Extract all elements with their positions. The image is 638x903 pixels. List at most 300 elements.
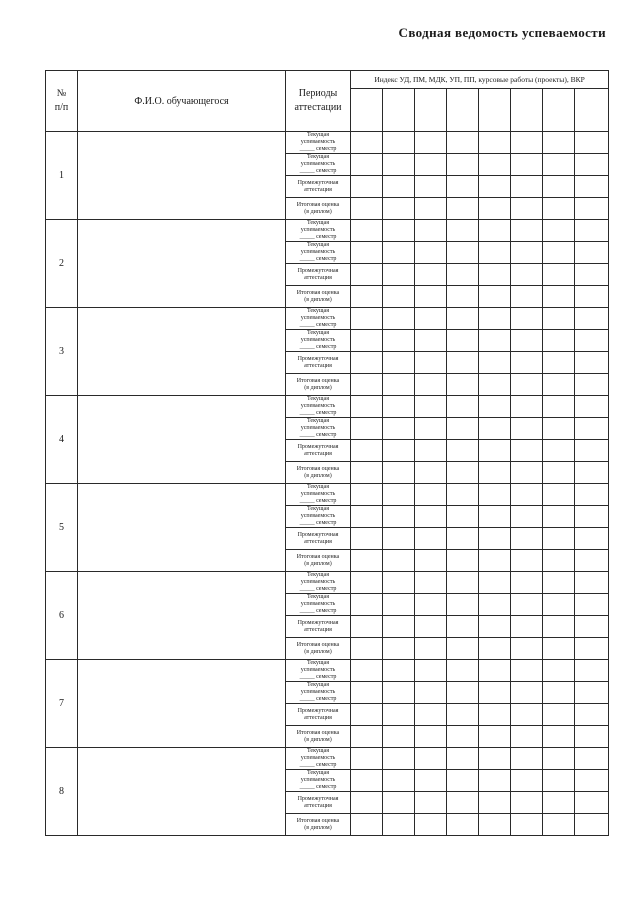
grade-cell[interactable] xyxy=(447,308,479,330)
grade-cell[interactable] xyxy=(415,594,447,616)
grade-cell[interactable] xyxy=(575,176,609,198)
grade-cell[interactable] xyxy=(511,572,543,594)
grade-cell[interactable] xyxy=(479,704,511,726)
grade-cell[interactable] xyxy=(351,154,383,176)
grade-cell[interactable] xyxy=(575,462,609,484)
grade-cell[interactable] xyxy=(543,660,575,682)
grade-cell[interactable] xyxy=(543,352,575,374)
grade-cell[interactable] xyxy=(383,748,415,770)
grade-cell[interactable] xyxy=(511,176,543,198)
grade-cell[interactable] xyxy=(543,506,575,528)
grade-cell[interactable] xyxy=(447,792,479,814)
grade-cell[interactable] xyxy=(479,638,511,660)
grade-cell[interactable] xyxy=(383,770,415,792)
grade-cell[interactable] xyxy=(415,770,447,792)
grade-cell[interactable] xyxy=(447,572,479,594)
grade-cell[interactable] xyxy=(575,660,609,682)
grade-cell[interactable] xyxy=(447,330,479,352)
grade-cell[interactable] xyxy=(415,638,447,660)
grade-cell[interactable] xyxy=(351,792,383,814)
attestation-period-label: Итоговая оценка (в диплом) xyxy=(286,462,351,484)
grade-cell[interactable] xyxy=(511,308,543,330)
grade-cell[interactable] xyxy=(511,198,543,220)
grade-cell[interactable] xyxy=(543,594,575,616)
grade-cell[interactable] xyxy=(543,330,575,352)
grade-cell[interactable] xyxy=(383,594,415,616)
grade-cell[interactable] xyxy=(575,374,609,396)
grade-cell[interactable] xyxy=(351,418,383,440)
attestation-period-label: Итоговая оценка (в диплом) xyxy=(286,374,351,396)
attestation-period-label: Итоговая оценка (в диплом) xyxy=(286,814,351,836)
grade-cell[interactable] xyxy=(479,616,511,638)
attestation-period-label: Текущая успеваемость _____ семестр xyxy=(286,154,351,176)
attestation-period-label: Промежуточная аттестация xyxy=(286,704,351,726)
grade-cell[interactable] xyxy=(543,572,575,594)
grade-cell[interactable] xyxy=(447,220,479,242)
grade-cell[interactable] xyxy=(415,440,447,462)
student-number-cell: 8 xyxy=(46,748,78,836)
grade-cell[interactable] xyxy=(575,528,609,550)
grade-cell[interactable] xyxy=(447,462,479,484)
grade-cell[interactable] xyxy=(447,176,479,198)
grade-cell[interactable] xyxy=(511,770,543,792)
grade-cell[interactable] xyxy=(351,374,383,396)
grade-cell[interactable] xyxy=(383,308,415,330)
grade-cell[interactable] xyxy=(479,814,511,836)
grade-cell[interactable] xyxy=(511,132,543,154)
grade-cell[interactable] xyxy=(447,242,479,264)
grade-cell[interactable] xyxy=(543,418,575,440)
student-number-cell: 1 xyxy=(46,132,78,220)
grade-cell[interactable] xyxy=(575,748,609,770)
grade-cell[interactable] xyxy=(383,528,415,550)
grade-cell[interactable] xyxy=(383,506,415,528)
grade-cell[interactable] xyxy=(415,550,447,572)
grade-cell[interactable] xyxy=(383,484,415,506)
grade-cell[interactable] xyxy=(575,792,609,814)
grade-cell[interactable] xyxy=(351,440,383,462)
grade-cell[interactable] xyxy=(543,704,575,726)
grade-cell[interactable] xyxy=(383,550,415,572)
header-row xyxy=(46,71,609,89)
grade-cell[interactable] xyxy=(479,264,511,286)
grade-cell[interactable] xyxy=(383,374,415,396)
student-number-cell: 3 xyxy=(46,308,78,396)
grade-cell[interactable] xyxy=(479,572,511,594)
attestation-period-label: Текущая успеваемость _____ семестр xyxy=(286,682,351,704)
grade-cell[interactable] xyxy=(351,528,383,550)
grade-cell[interactable] xyxy=(575,726,609,748)
grade-cell[interactable] xyxy=(543,792,575,814)
student-name-cell[interactable] xyxy=(78,748,286,836)
subject-column-header[interactable] xyxy=(383,89,415,132)
grade-cell[interactable] xyxy=(415,308,447,330)
grade-cell[interactable] xyxy=(575,440,609,462)
attestation-period-label: Текущая успеваемость _____ семестр xyxy=(286,132,351,154)
student-name-cell[interactable] xyxy=(78,220,286,308)
grade-cell[interactable] xyxy=(415,462,447,484)
attestation-period-label: Текущая успеваемость _____ семестр xyxy=(286,330,351,352)
grade-cell[interactable] xyxy=(543,264,575,286)
grade-cell[interactable] xyxy=(479,176,511,198)
grade-cell[interactable] xyxy=(351,616,383,638)
grade-cell[interactable] xyxy=(479,418,511,440)
grade-cell[interactable] xyxy=(383,682,415,704)
grade-cell[interactable] xyxy=(575,264,609,286)
grade-cell[interactable] xyxy=(543,198,575,220)
grade-cell[interactable] xyxy=(383,418,415,440)
grade-cell[interactable] xyxy=(575,330,609,352)
grade-cell[interactable] xyxy=(511,396,543,418)
grade-cell[interactable] xyxy=(351,132,383,154)
grade-cell[interactable] xyxy=(511,330,543,352)
grade-cell[interactable] xyxy=(351,594,383,616)
grade-cell[interactable] xyxy=(383,132,415,154)
grade-cell[interactable] xyxy=(415,660,447,682)
grade-cell[interactable] xyxy=(511,462,543,484)
grade-cell[interactable] xyxy=(543,286,575,308)
student-name-cell[interactable] xyxy=(78,660,286,748)
subject-column-header[interactable] xyxy=(575,89,609,132)
grade-cell[interactable] xyxy=(415,176,447,198)
grade-cell[interactable] xyxy=(511,726,543,748)
grade-cell[interactable] xyxy=(415,682,447,704)
grade-cell[interactable] xyxy=(351,462,383,484)
grade-cell[interactable] xyxy=(447,286,479,308)
grade-cell[interactable] xyxy=(383,176,415,198)
grade-cell[interactable] xyxy=(479,154,511,176)
grade-cell[interactable] xyxy=(479,462,511,484)
grade-cell[interactable] xyxy=(543,682,575,704)
grade-cell[interactable] xyxy=(447,616,479,638)
grade-cell[interactable] xyxy=(511,484,543,506)
grade-cell[interactable] xyxy=(575,242,609,264)
grade-cell[interactable] xyxy=(351,242,383,264)
grade-cell[interactable] xyxy=(479,286,511,308)
grade-cell[interactable] xyxy=(351,748,383,770)
grade-cell[interactable] xyxy=(543,242,575,264)
grade-cell[interactable] xyxy=(479,748,511,770)
grade-cell[interactable] xyxy=(479,396,511,418)
grade-cell[interactable] xyxy=(511,220,543,242)
grade-cell[interactable] xyxy=(543,176,575,198)
attestation-period-label: Текущая успеваемость _____ семестр xyxy=(286,484,351,506)
grade-cell[interactable] xyxy=(511,374,543,396)
grade-cell[interactable] xyxy=(383,462,415,484)
row-number-header xyxy=(46,71,78,132)
grade-cell[interactable] xyxy=(447,440,479,462)
grade-cell[interactable] xyxy=(415,330,447,352)
grade-cell[interactable] xyxy=(511,814,543,836)
grade-cell[interactable] xyxy=(383,704,415,726)
grade-cell[interactable] xyxy=(511,550,543,572)
grade-cell[interactable] xyxy=(383,286,415,308)
grade-cell[interactable] xyxy=(511,792,543,814)
grade-cell[interactable] xyxy=(543,484,575,506)
student-name-cell[interactable] xyxy=(78,484,286,572)
grade-cell[interactable] xyxy=(543,616,575,638)
grade-cell[interactable] xyxy=(383,638,415,660)
grade-cell[interactable] xyxy=(447,660,479,682)
grade-cell[interactable] xyxy=(447,506,479,528)
grade-cell[interactable] xyxy=(351,550,383,572)
subject-column-header[interactable] xyxy=(351,89,383,132)
attestation-periods-header-text: Периоды аттестации xyxy=(294,88,342,113)
grade-cell[interactable] xyxy=(383,352,415,374)
grade-cell[interactable] xyxy=(575,770,609,792)
grade-cell[interactable] xyxy=(383,572,415,594)
grade-cell[interactable] xyxy=(543,528,575,550)
grade-cell[interactable] xyxy=(383,242,415,264)
grade-cell[interactable] xyxy=(415,572,447,594)
grade-cell[interactable] xyxy=(383,792,415,814)
grade-cell[interactable] xyxy=(383,264,415,286)
attestation-period-label: Текущая успеваемость _____ семестр xyxy=(286,220,351,242)
grade-cell[interactable] xyxy=(447,726,479,748)
grade-cell[interactable] xyxy=(351,572,383,594)
student-name-cell[interactable] xyxy=(78,308,286,396)
grade-cell[interactable] xyxy=(575,704,609,726)
grade-cell[interactable] xyxy=(543,462,575,484)
subject-column-header[interactable] xyxy=(543,89,575,132)
grade-cell[interactable] xyxy=(415,616,447,638)
grade-cell[interactable] xyxy=(511,682,543,704)
grade-cell[interactable] xyxy=(511,748,543,770)
grade-cell[interactable] xyxy=(447,682,479,704)
grade-cell[interactable] xyxy=(479,528,511,550)
grade-cell[interactable] xyxy=(511,154,543,176)
grade-cell[interactable] xyxy=(447,704,479,726)
grade-cell[interactable] xyxy=(479,352,511,374)
grade-cell[interactable] xyxy=(575,286,609,308)
grade-cell[interactable] xyxy=(479,770,511,792)
grade-summary-table xyxy=(45,70,609,836)
grade-cell[interactable] xyxy=(351,638,383,660)
grade-cell[interactable] xyxy=(415,220,447,242)
grade-cell[interactable] xyxy=(351,770,383,792)
attestation-period-label: Промежуточная аттестация xyxy=(286,616,351,638)
grade-cell[interactable] xyxy=(479,550,511,572)
attestation-period-label: Итоговая оценка (в диплом) xyxy=(286,550,351,572)
grade-cell[interactable] xyxy=(511,440,543,462)
grade-cell[interactable] xyxy=(383,396,415,418)
grade-cell[interactable] xyxy=(479,506,511,528)
grade-cell[interactable] xyxy=(479,682,511,704)
grade-cell[interactable] xyxy=(447,132,479,154)
grade-cell[interactable] xyxy=(415,352,447,374)
grade-cell[interactable] xyxy=(447,396,479,418)
grade-cell[interactable] xyxy=(447,748,479,770)
grade-cell[interactable] xyxy=(543,440,575,462)
grade-cell[interactable] xyxy=(575,418,609,440)
grade-cell[interactable] xyxy=(351,506,383,528)
attestation-period-label: Итоговая оценка (в диплом) xyxy=(286,638,351,660)
grade-cell[interactable] xyxy=(479,792,511,814)
grade-cell[interactable] xyxy=(575,396,609,418)
grade-cell[interactable] xyxy=(351,704,383,726)
subject-column-header[interactable] xyxy=(479,89,511,132)
grade-cell[interactable] xyxy=(383,726,415,748)
grade-cell[interactable] xyxy=(447,814,479,836)
grade-cell[interactable] xyxy=(543,154,575,176)
grade-cell[interactable] xyxy=(415,792,447,814)
grade-cell[interactable] xyxy=(447,374,479,396)
grade-cell[interactable] xyxy=(351,726,383,748)
grade-cell[interactable] xyxy=(511,704,543,726)
grade-cell[interactable] xyxy=(575,308,609,330)
grade-cell[interactable] xyxy=(479,374,511,396)
grade-cell[interactable] xyxy=(383,660,415,682)
attestation-period-label: Промежуточная аттестация xyxy=(286,264,351,286)
grade-cell[interactable] xyxy=(447,198,479,220)
grade-cell[interactable] xyxy=(479,198,511,220)
grade-cell[interactable] xyxy=(479,330,511,352)
grade-cell[interactable] xyxy=(351,660,383,682)
grade-cell[interactable] xyxy=(447,264,479,286)
grade-cell[interactable] xyxy=(383,154,415,176)
grade-cell[interactable] xyxy=(447,638,479,660)
grade-cell[interactable] xyxy=(511,594,543,616)
grade-cell[interactable] xyxy=(415,704,447,726)
grade-cell[interactable] xyxy=(415,396,447,418)
grade-cell[interactable] xyxy=(543,638,575,660)
table-row xyxy=(46,660,609,682)
grade-cell[interactable] xyxy=(383,440,415,462)
subject-column-header[interactable] xyxy=(415,89,447,132)
grade-cell[interactable] xyxy=(511,242,543,264)
attestation-period-label: Промежуточная аттестация xyxy=(286,352,351,374)
grade-cell[interactable] xyxy=(415,418,447,440)
grade-cell[interactable] xyxy=(575,506,609,528)
grade-cell[interactable] xyxy=(479,132,511,154)
attestation-period-label: Промежуточная аттестация xyxy=(286,792,351,814)
grade-cell[interactable] xyxy=(511,286,543,308)
attestation-period-label: Итоговая оценка (в диплом) xyxy=(286,198,351,220)
grade-cell[interactable] xyxy=(383,220,415,242)
grade-cell[interactable] xyxy=(383,198,415,220)
grade-cell[interactable] xyxy=(447,484,479,506)
grade-cell[interactable] xyxy=(479,242,511,264)
grade-cell[interactable] xyxy=(447,528,479,550)
grade-cell[interactable] xyxy=(415,726,447,748)
grade-cell[interactable] xyxy=(447,594,479,616)
grade-cell[interactable] xyxy=(415,506,447,528)
grade-cell[interactable] xyxy=(511,638,543,660)
grade-cell[interactable] xyxy=(415,484,447,506)
grade-cell[interactable] xyxy=(575,814,609,836)
grade-cell[interactable] xyxy=(415,264,447,286)
grade-cell[interactable] xyxy=(543,726,575,748)
grade-cell[interactable] xyxy=(351,396,383,418)
grade-cell[interactable] xyxy=(351,176,383,198)
grade-cell[interactable] xyxy=(351,308,383,330)
grade-cell[interactable] xyxy=(479,660,511,682)
student-number-cell: 7 xyxy=(46,660,78,748)
grade-cell[interactable] xyxy=(543,550,575,572)
grade-cell[interactable] xyxy=(575,154,609,176)
grade-cell[interactable] xyxy=(479,594,511,616)
grade-cell[interactable] xyxy=(479,308,511,330)
grade-cell[interactable] xyxy=(415,198,447,220)
grade-cell[interactable] xyxy=(575,220,609,242)
grade-cell[interactable] xyxy=(575,550,609,572)
grade-cell[interactable] xyxy=(543,770,575,792)
grade-cell[interactable] xyxy=(511,264,543,286)
grade-cell[interactable] xyxy=(479,440,511,462)
grade-cell[interactable] xyxy=(447,154,479,176)
grade-cell[interactable] xyxy=(479,726,511,748)
grade-cell[interactable] xyxy=(543,396,575,418)
attestation-period-label: Текущая успеваемость _____ семестр xyxy=(286,308,351,330)
grade-cell[interactable] xyxy=(415,132,447,154)
grade-cell[interactable] xyxy=(575,198,609,220)
grade-cell[interactable] xyxy=(543,132,575,154)
grade-cell[interactable] xyxy=(575,616,609,638)
grade-cell[interactable] xyxy=(543,814,575,836)
grade-cell[interactable] xyxy=(415,154,447,176)
grade-cell[interactable] xyxy=(575,484,609,506)
grade-cell[interactable] xyxy=(351,330,383,352)
grade-cell[interactable] xyxy=(575,682,609,704)
grade-cell[interactable] xyxy=(415,748,447,770)
grade-cell[interactable] xyxy=(383,616,415,638)
grade-cell[interactable] xyxy=(415,242,447,264)
grade-cell[interactable] xyxy=(447,418,479,440)
row-number-header-text: № п/п xyxy=(54,88,69,113)
grade-cell[interactable] xyxy=(351,682,383,704)
grade-cell[interactable] xyxy=(543,374,575,396)
grade-cell[interactable] xyxy=(447,770,479,792)
grade-cell[interactable] xyxy=(543,308,575,330)
grade-cell[interactable] xyxy=(511,528,543,550)
grade-cell[interactable] xyxy=(415,374,447,396)
grade-cell[interactable] xyxy=(383,330,415,352)
grade-cell[interactable] xyxy=(511,506,543,528)
grade-cell[interactable] xyxy=(511,418,543,440)
grade-cell[interactable] xyxy=(575,572,609,594)
grade-cell[interactable] xyxy=(383,814,415,836)
grade-cell[interactable] xyxy=(543,220,575,242)
grade-cell[interactable] xyxy=(351,286,383,308)
grade-cell[interactable] xyxy=(351,264,383,286)
subject-column-header[interactable] xyxy=(447,89,479,132)
grade-cell[interactable] xyxy=(415,286,447,308)
grade-cell[interactable] xyxy=(447,550,479,572)
grade-cell[interactable] xyxy=(575,352,609,374)
grade-cell[interactable] xyxy=(511,616,543,638)
grade-cell[interactable] xyxy=(351,198,383,220)
grade-cell[interactable] xyxy=(351,352,383,374)
grade-cell[interactable] xyxy=(447,352,479,374)
grade-cell[interactable] xyxy=(351,814,383,836)
subject-column-header[interactable] xyxy=(511,89,543,132)
grade-cell[interactable] xyxy=(351,484,383,506)
grade-cell[interactable] xyxy=(479,220,511,242)
grade-cell[interactable] xyxy=(479,484,511,506)
student-name-cell[interactable] xyxy=(78,572,286,660)
grade-cell[interactable] xyxy=(575,638,609,660)
grade-cell[interactable] xyxy=(511,660,543,682)
grade-cell[interactable] xyxy=(351,220,383,242)
student-name-cell[interactable] xyxy=(78,132,286,220)
grade-cell[interactable] xyxy=(511,352,543,374)
grade-cell[interactable] xyxy=(415,528,447,550)
grade-cell[interactable] xyxy=(575,132,609,154)
grade-cell[interactable] xyxy=(415,814,447,836)
student-name-cell[interactable] xyxy=(78,396,286,484)
grade-cell[interactable] xyxy=(543,748,575,770)
grade-cell[interactable] xyxy=(575,594,609,616)
